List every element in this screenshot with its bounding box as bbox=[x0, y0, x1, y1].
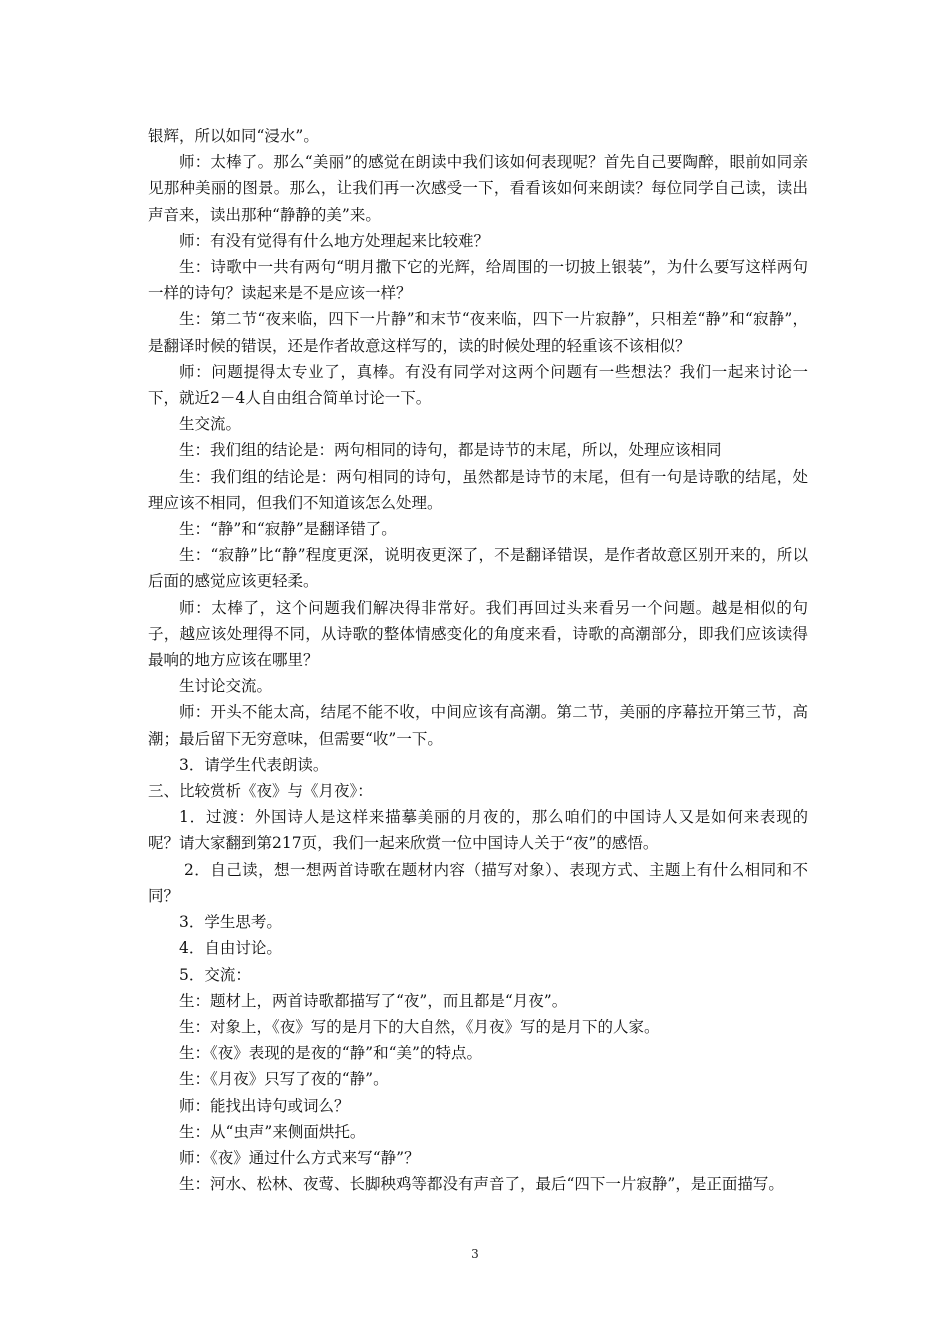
paragraph: 银辉，所以如同“浸水”。 bbox=[148, 127, 319, 145]
paragraph: 师：《夜》通过什么方式来写“静”？ bbox=[179, 1148, 420, 1167]
paragraph: 生交流。 bbox=[179, 415, 242, 434]
paragraph: 生：“静”和“寂静”是翻译错了。 bbox=[179, 520, 397, 539]
paragraph: 生：我们组的结论是：两句相同的诗句，虽然都是诗节的末尾，但有一句是诗歌的结尾，处理应该不相同，但我们不知道该怎么处理。 bbox=[148, 467, 808, 512]
paragraph: 师：开头不能太高，结尾不能不收，中间应该有高潮。第二节，美丽的序幕拉开第三节，高潮；最后留下无穷意味，但需要“收”一下。 bbox=[148, 703, 808, 748]
paragraph: 生：我们组的结论是：两句相同的诗句，都是诗节的末尾，所以，处理应该相同 bbox=[179, 441, 722, 460]
paragraph: 生：从“虫声”来侧面烘托。 bbox=[179, 1122, 366, 1141]
paragraph: 生：第二节“夜来临，四下一片静”和末节“夜来临，四下一片寂静”，只相差“静”和“寂静”，是翻译时候的错误，还是作者故意这样写的，读的时候处理的轻重该不该相似？ bbox=[148, 310, 808, 355]
paragraph: 生：对象上，《夜》写的是月下的大自然，《月夜》写的是月下的人家。 bbox=[179, 1017, 660, 1036]
paragraph: 生：诗歌中一共有两句“明月撒下它的光辉，给周围的一切披上银装”，为什么要写这样两句一样的诗句？读起来是不是应该一样？ bbox=[148, 258, 808, 303]
paragraph: 生：《夜》表现的是夜的“静”和“美”的特点。 bbox=[179, 1044, 482, 1063]
paragraph: 3．请学生代表朗读。 bbox=[179, 755, 329, 774]
document-body bbox=[148, 123, 808, 1197]
paragraph: 三、比较赏析《夜》与《月夜》： bbox=[148, 782, 373, 801]
paragraph: 1．过渡：外国诗人是这样来描摹美丽的月夜的，那么咱们的中国诗人又是如何来表现的呢？请大家翻到第217页，我们一起来欣赏一位中国诗人关于“夜”的感悟。 bbox=[148, 808, 808, 853]
paragraph: 师：太棒了，这个问题我们解决得非常好。我们再回过头来看另一个问题。越是相似的句子，越应该处理得不同，从诗歌的整体情感变化的角度来看，诗歌的高潮部分，即我们应该读得最响的地方应该在哪里？ bbox=[148, 598, 808, 670]
paragraph: 生讨论交流。 bbox=[179, 677, 273, 696]
paragraph: 师：能找出诗句或词么？ bbox=[179, 1096, 350, 1115]
paragraph: 2．自己读，想一想两首诗歌在题材内容（描写对象）、表现方式、主题上有什么相同和不同？ bbox=[148, 860, 808, 905]
paragraph: 师：太棒了。那么“美丽”的感觉在朗读中我们该如何表现呢？首先自己要陶醉，眼前如同亲见那种美丽的图景。那么，让我们再一次感受一下，看看该如何来朗读？每位同学自己读，读出声音来，读出那种“静静的美”来。 bbox=[148, 153, 808, 224]
paragraph: 3．学生思考。 bbox=[179, 913, 282, 932]
paragraph: 生：《月夜》只写了夜的“静”。 bbox=[179, 1070, 389, 1089]
paragraph: 生：题材上，两首诗歌都描写了“夜”，而且都是“月夜”。 bbox=[179, 991, 568, 1010]
paragraph: 师：问题提得太专业了，真棒。有没有同学对这两个问题有一些想法？我们一起来讨论一下，就近2－4人自由组合简单讨论一下。 bbox=[148, 362, 808, 408]
paragraph: 师：有没有觉得有什么地方处理起来比较难？ bbox=[179, 231, 490, 250]
paragraph: 生：河水、松林、夜莺、长脚秧鸡等都没有声音了，最后“四下一片寂静”，是正面描写。 bbox=[179, 1175, 784, 1194]
paragraph: 5．交流： bbox=[179, 965, 251, 984]
paragraph: 4．自由讨论。 bbox=[179, 939, 282, 958]
page-number: 3 bbox=[471, 1247, 479, 1261]
paragraph: 生：“寂静”比“静”程度更深，说明夜更深了，不是翻译错误，是作者故意区别开来的，所以后面的感觉应该更轻柔。 bbox=[148, 546, 808, 591]
